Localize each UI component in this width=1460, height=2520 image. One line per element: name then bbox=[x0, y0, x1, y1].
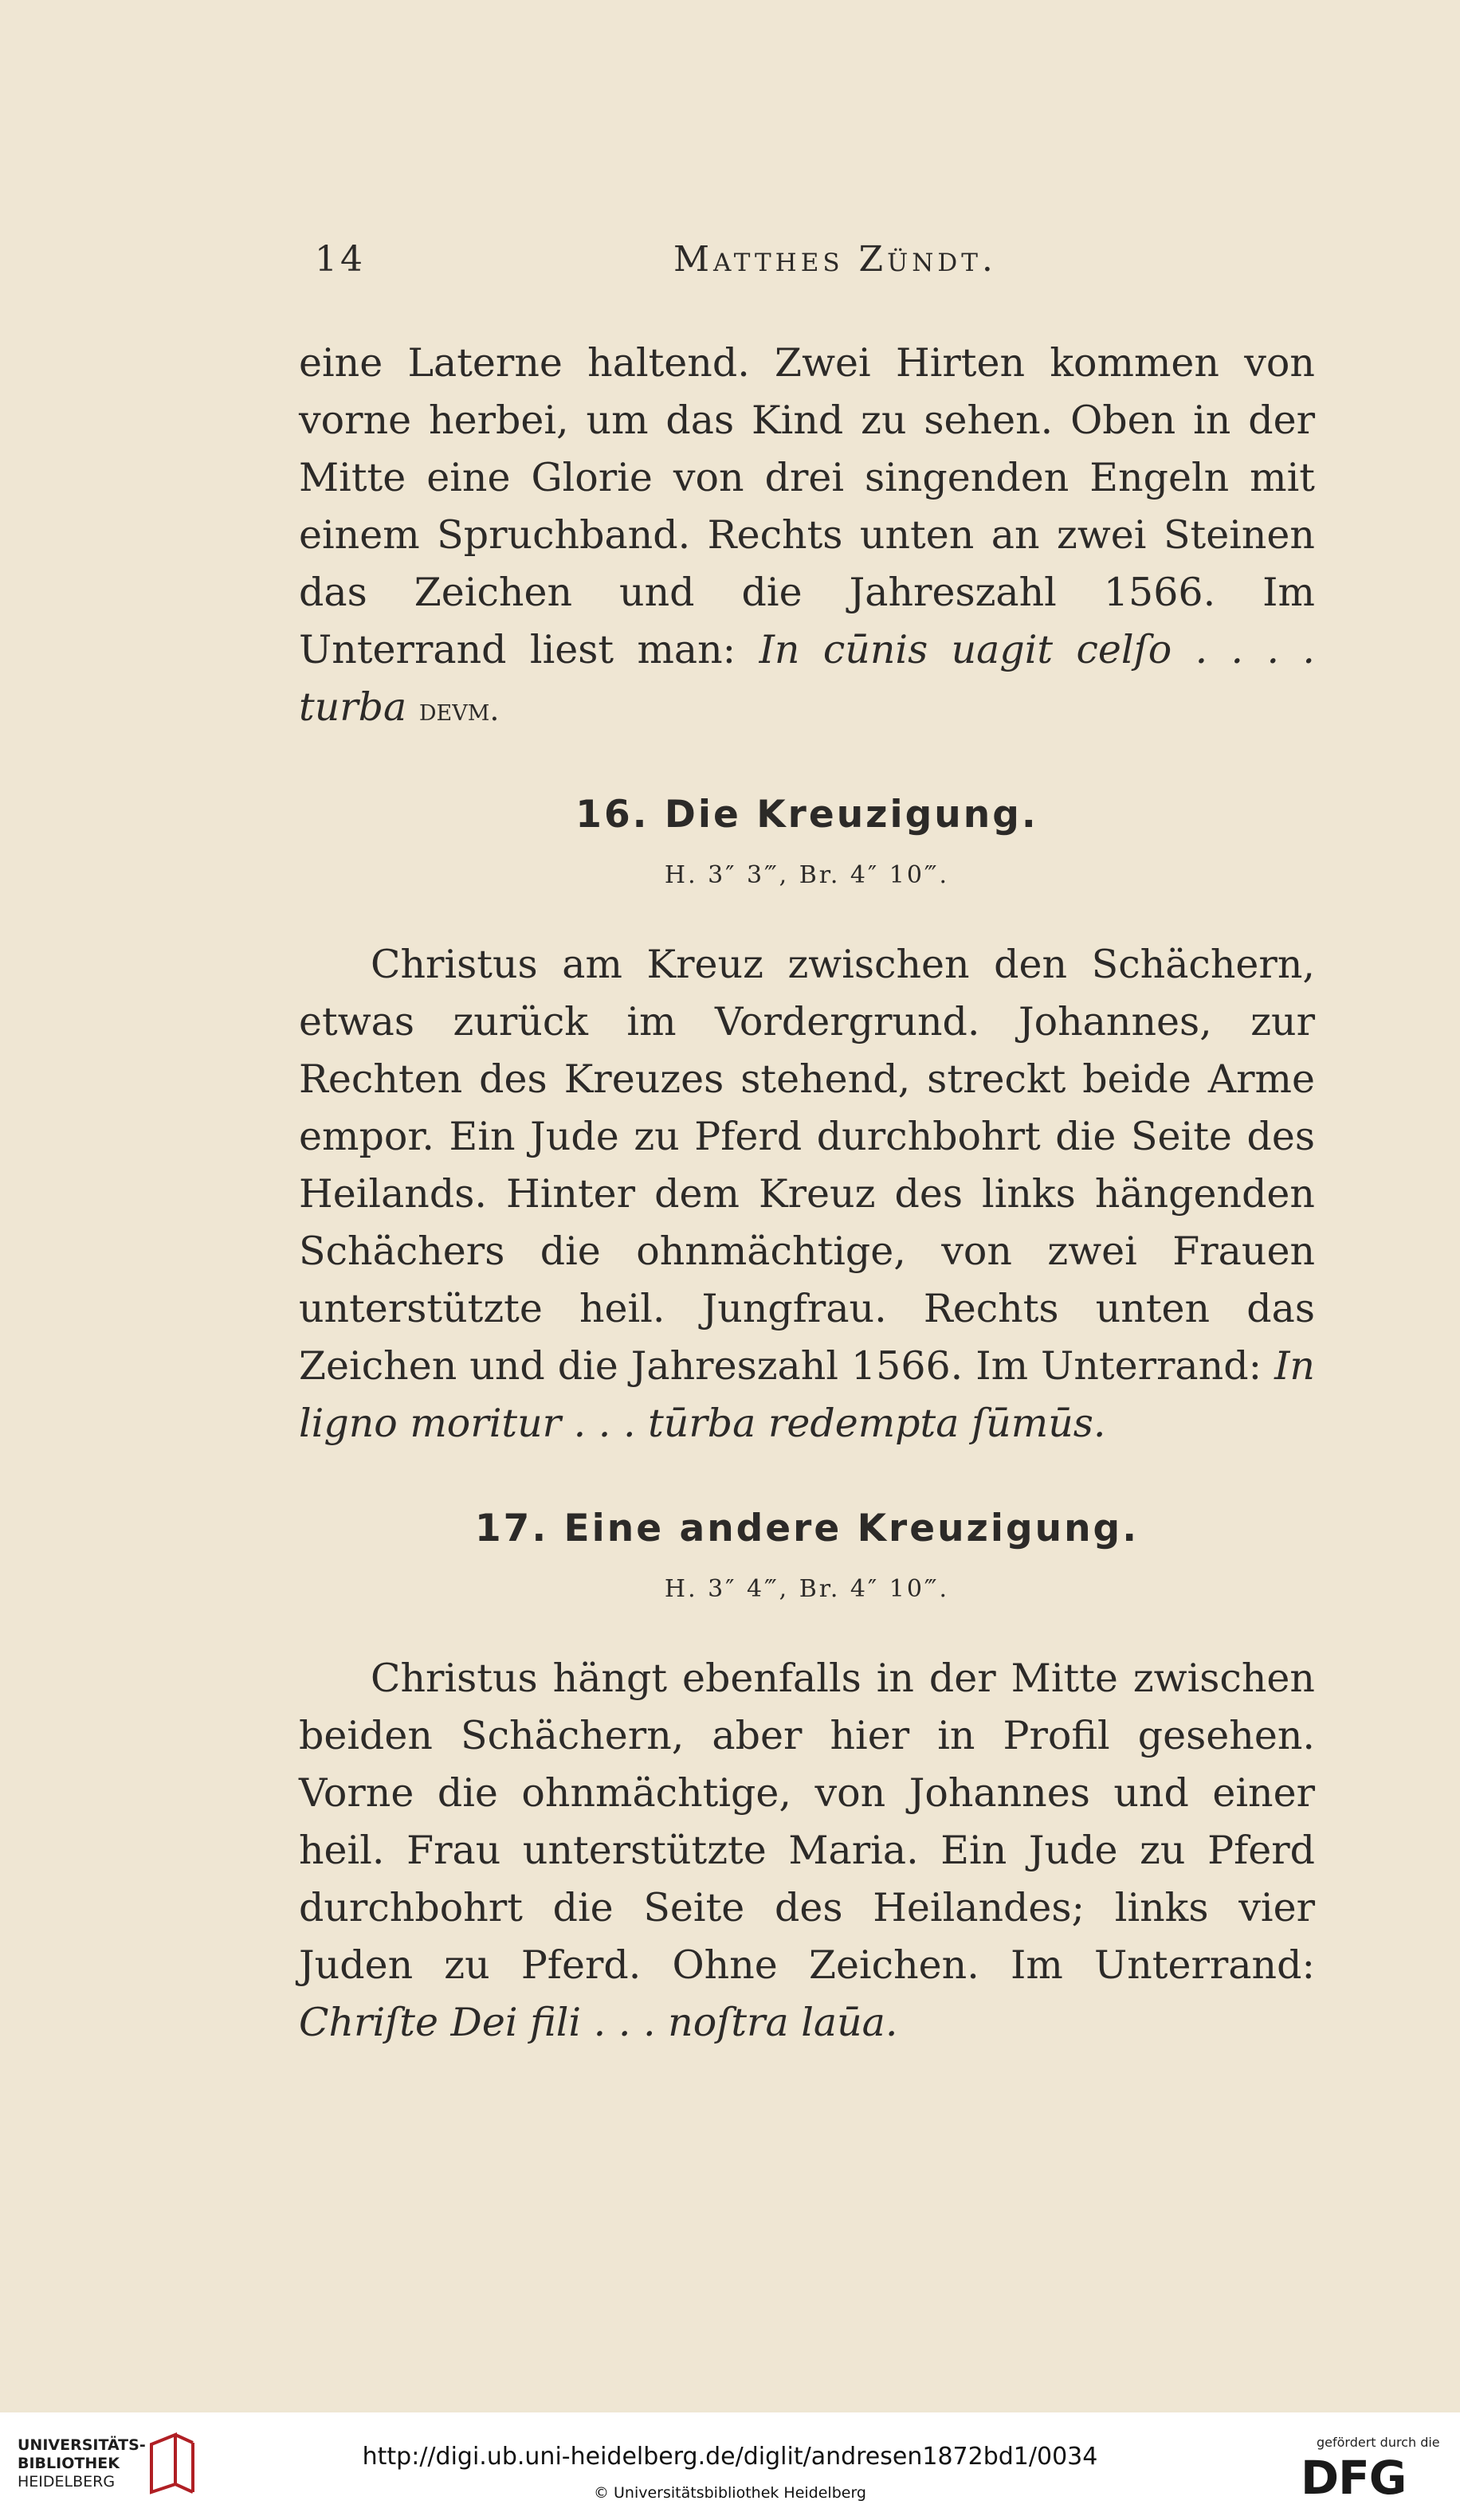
entry-dimensions-16: H. 3″ 3‴, Br. 4″ 10‴. bbox=[664, 861, 950, 889]
viewer-footer bbox=[0, 2412, 1460, 2520]
running-head: Matthes Zündt. bbox=[673, 239, 997, 280]
entry-text-16 bbox=[299, 936, 1315, 1452]
entry-dimensions-17: H. 3″ 4‴, Br. 4″ 10‴. bbox=[664, 1575, 950, 1603]
entry-text-17 bbox=[299, 1650, 1315, 2052]
page-number: 14 bbox=[315, 239, 366, 280]
entry-title-17: 17. Eine andere Kreuzigung. bbox=[474, 1507, 1140, 1550]
entry-body-17: Christus hängt ebenfalls in der Mitte zwischen beiden Schächern, aber hier in Profil gesehen. Vorne die ohnmächtige, von Johannes und einer heil. Frau unterstützte Maria. Ein Jude zu Pferd durchbohrt die Seite des Heilandes; links vier Juden zu Pferd. Ohne Zeichen. Im Unterrand: bbox=[299, 1656, 1315, 1988]
entry-title-16: 16. Die Kreuzigung. bbox=[575, 793, 1038, 837]
copyright-notice: © Universitätsbibliothek Heidelberg bbox=[593, 2484, 866, 2502]
intro-quote: In cūnis uagit celſo . . . . turba bbox=[299, 627, 1315, 730]
dfg-logo[interactable]: DFG bbox=[1301, 2451, 1407, 2505]
intro-paragraph bbox=[299, 335, 1315, 739]
page-header bbox=[315, 239, 1327, 287]
library-name-line1: UNIVERSITÄTS- bbox=[18, 2436, 146, 2454]
page-body bbox=[299, 335, 1315, 2052]
library-name-line3: HEIDELBERG bbox=[18, 2473, 116, 2491]
intro-quote-end: devm. bbox=[418, 692, 500, 727]
intro-text: eine Laterne haltend. Zwei Hirten kommen von vorne herbei, um das Kind zu sehen. Oben in der Mitte eine Glorie von drei singenden Engeln mit einem Spruchband. Rechts unten an zwei Steinen das Zeichen und die Jahreszahl 1566. Im Unterrand liest man: bbox=[299, 340, 1315, 672]
entry-quote-17: Chriſte Dei fili . . . noſtra laūa. bbox=[299, 2000, 898, 2045]
entry-quote-16: In ligno moritur . . . tūrba redempta ſūmūs. bbox=[299, 1343, 1315, 1446]
entry-body-16: Christus am Kreuz zwischen den Schächern, etwas zurück im Vordergrund. Johannes, zur Rechten des Kreuzes stehend, streckt beide Arme empor. Ein Jude zu Pferd durchbohrt die Seite des Heilands. Hinter dem Kreuz des links hängenden Schächers die ohnmächtige, von zwei Frauen unterstützte heil. Jungfrau. Rechts unten das Zeichen und die Jahreszahl 1566. Im Unterrand: bbox=[299, 942, 1315, 1389]
library-name-line2: BIBLIOTHEK bbox=[18, 2455, 120, 2472]
dfg-caption: gefördert durch die bbox=[1317, 2435, 1440, 2450]
permalink-url[interactable]: http://digi.ub.uni-heidelberg.de/diglit/andresen1872bd1/0034 bbox=[362, 2443, 1098, 2471]
